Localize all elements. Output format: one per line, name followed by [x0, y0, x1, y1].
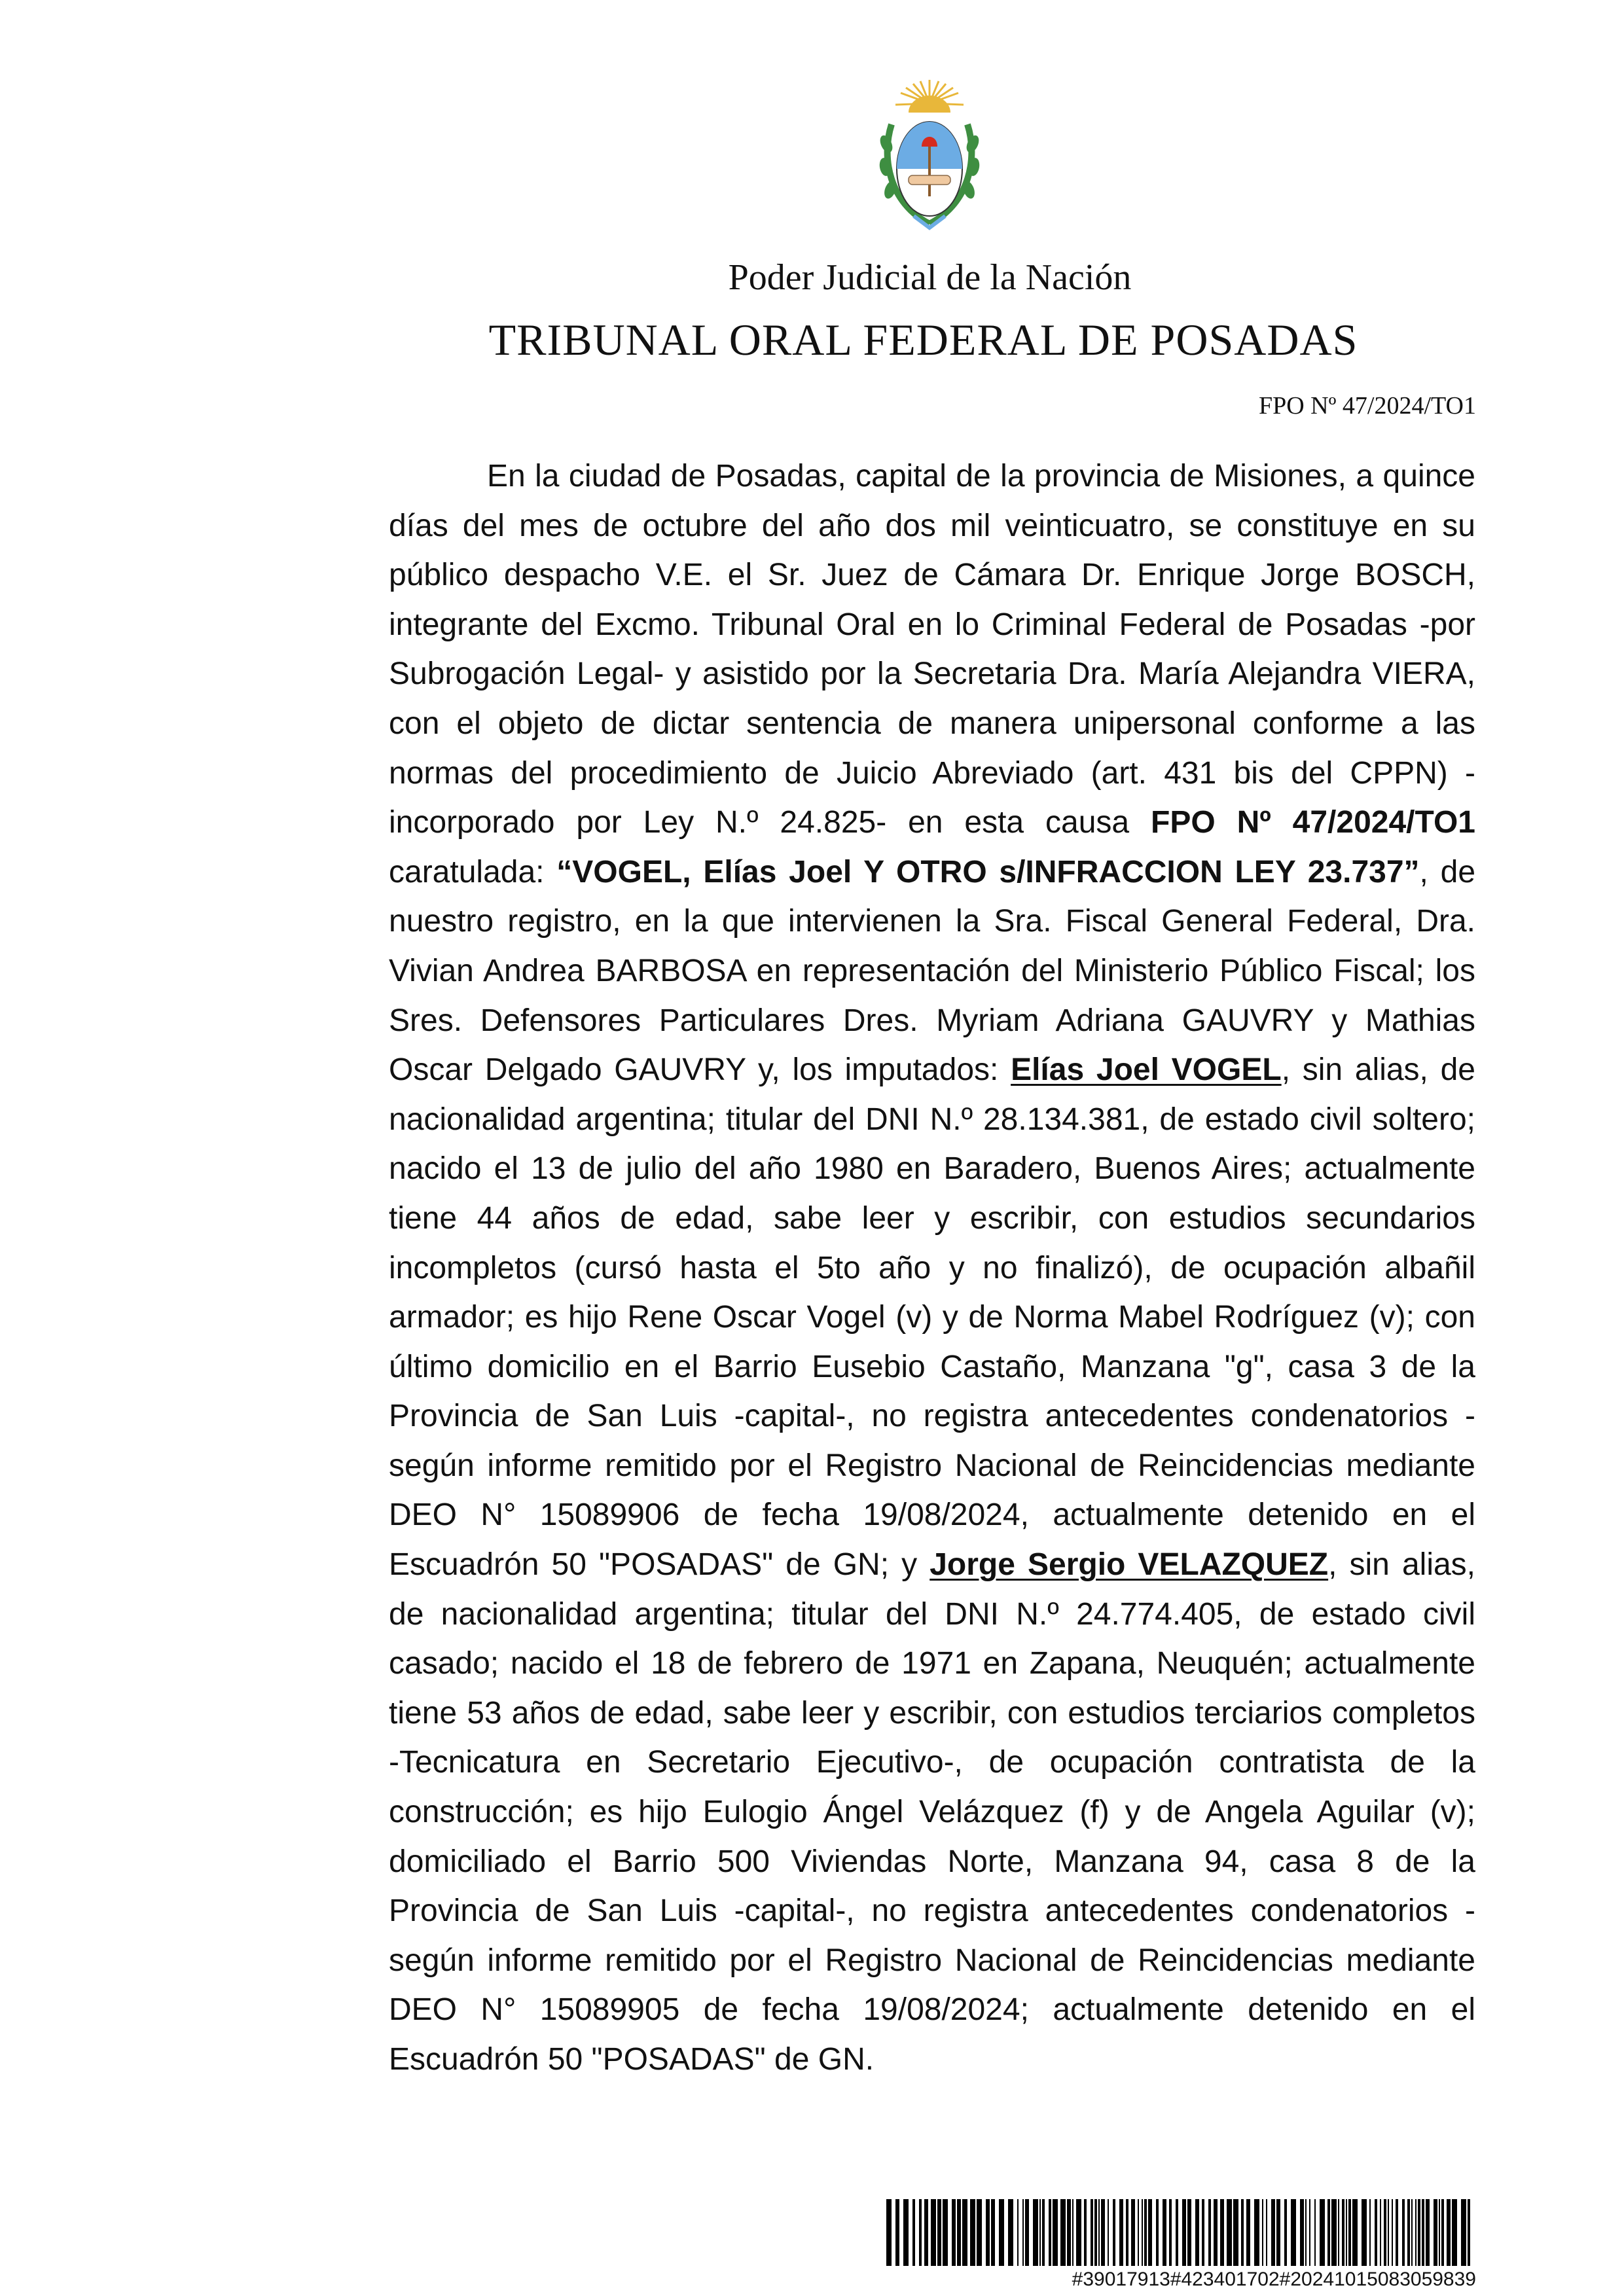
sun-of-may-icon — [895, 80, 964, 113]
barcode-bar — [1101, 2199, 1105, 2266]
barcode-bar — [924, 2199, 928, 2266]
barcode-bar — [952, 2199, 956, 2266]
barcode-bar — [1033, 2199, 1038, 2266]
barcode-bar — [1076, 2199, 1081, 2266]
barcode-bar — [1208, 2199, 1211, 2266]
barcode-bar — [931, 2199, 936, 2266]
barcode-bar — [1098, 2199, 1100, 2266]
barcode-bar — [1126, 2199, 1128, 2266]
barcode-bar — [1131, 2199, 1135, 2266]
case-number: FPO Nº 47/2024/TO1 — [1151, 805, 1475, 840]
barcode-bar — [1418, 2199, 1420, 2266]
court-title: TRIBUNAL ORAL FEDERAL DE POSADAS — [488, 315, 1358, 365]
barcode-bar — [1452, 2199, 1457, 2266]
barcode-bar — [1305, 2199, 1307, 2266]
barcode-bar — [1276, 2199, 1280, 2266]
barcode-bar — [1227, 2199, 1232, 2266]
barcode-bar — [1271, 2199, 1275, 2266]
barcode-bar — [1439, 2199, 1440, 2266]
barcode-bar — [1468, 2199, 1470, 2266]
barcode-bar — [977, 2199, 982, 2266]
barcode-bar — [1415, 2199, 1416, 2266]
barcode-bar — [1233, 2199, 1238, 2266]
barcode-bar — [970, 2199, 975, 2266]
barcode-bar — [1352, 2199, 1358, 2266]
barcode-bar — [886, 2199, 892, 2266]
barcode-bar — [999, 2199, 1004, 2266]
barcode-bar — [986, 2199, 990, 2266]
barcode-bar — [962, 2199, 967, 2266]
barcode-bar — [1108, 2199, 1109, 2266]
barcode-bar — [957, 2199, 961, 2266]
barcode-bar — [1072, 2199, 1074, 2266]
barcode-bar — [1284, 2199, 1287, 2266]
barcode-bar — [1176, 2199, 1178, 2266]
defendant-1-name: Elías Joel VOGEL — [1011, 1052, 1282, 1088]
barcode-bar — [1388, 2199, 1389, 2266]
barcode-number: #39017913#423401702#20241015083059839 — [1072, 2269, 1476, 2290]
barcode-bar — [1262, 2199, 1263, 2266]
barcode-bar — [1380, 2199, 1381, 2266]
barcode-bar — [1138, 2199, 1139, 2266]
barcode-bar — [1144, 2199, 1147, 2266]
barcode-bar — [991, 2199, 995, 2266]
document-body-paragraph — [389, 452, 1475, 2085]
barcode-bar — [1342, 2199, 1344, 2266]
barcode-bar — [1254, 2199, 1259, 2266]
barcode-bar — [1202, 2199, 1204, 2266]
barcode-bar — [1369, 2199, 1371, 2266]
barcode-bar — [1220, 2199, 1224, 2266]
barcode-bar — [1407, 2199, 1410, 2266]
defendant-2-name: Jorge Sergio VELAZQUEZ — [929, 1547, 1329, 1583]
barcode-bar — [1266, 2199, 1267, 2266]
barcode-bar — [1348, 2199, 1351, 2266]
coat-of-arms-icon — [877, 79, 982, 236]
barcode-bar — [1039, 2199, 1041, 2266]
barcode-bar — [1441, 2199, 1444, 2266]
barcode-bar — [1241, 2199, 1244, 2266]
barcode-bar — [1025, 2199, 1029, 2266]
barcode-bar — [1187, 2199, 1191, 2266]
barcode-bar — [1148, 2199, 1152, 2266]
barcode-bar — [1422, 2199, 1424, 2266]
barcode-bar — [1375, 2199, 1377, 2266]
case-title: “VOGEL, Elías Joel Y OTRO s/INFRACCION LEY 23.737” — [556, 854, 1420, 889]
barcode-bar — [1182, 2199, 1186, 2266]
barcode-bar — [1084, 2199, 1087, 2266]
body-text-3: , de nuestro registro, en la que intervienen la Sra. Fiscal General Federal, Dra. Vivian Andrea BARBOSA en representación del Ministerio Público Fiscal; los Sres. Defensores Particulares Dres. Myriam Adriana GAUVRY y Mathias Oscar Delgado GAUVRY y, los imputados: — [389, 854, 1476, 1088]
barcode-bar — [1049, 2199, 1051, 2266]
barcode-bar — [1402, 2199, 1405, 2266]
barcode-bar — [1169, 2199, 1172, 2266]
barcode-icon — [885, 2199, 1474, 2266]
barcode-bar — [1362, 2199, 1367, 2266]
barcode-bar — [1022, 2199, 1024, 2266]
barcode-bar — [1434, 2199, 1437, 2266]
barcode-bar — [1067, 2199, 1071, 2266]
file-reference: FPO Nº 47/2024/TO1 — [1258, 392, 1476, 420]
barcode-bar — [1411, 2199, 1413, 2266]
barcode-bar — [1396, 2199, 1398, 2266]
body-text-1: En la ciudad de Posadas, capital de la provincia de Misiones, a quince días del mes de octubre del año dos mil veinticuatro, se constituye en su público despacho V.E. el Sr. Juez de Cámara Dr. Enrique Jorge BOSCH, integrante del Excmo. Tribunal Oral en lo Criminal Federal de Posadas -por Subrogación Legal- y asistido por la Secretaria Dra. María Alejandra VIERA, con el objeto de dictar sentencia de manera unipersonal conforme a las normas del procedimiento de Juicio Abreviado (art. 431 bis del CPPN) -incorporado por Ley N.º 24.825- en esta causa — [389, 459, 1475, 840]
barcode-bar — [1119, 2199, 1123, 2266]
barcode-bar — [1008, 2199, 1013, 2266]
barcode-bar — [1426, 2199, 1430, 2266]
barcode-bar — [1091, 2199, 1093, 2266]
barcode-bar — [1113, 2199, 1115, 2266]
barcode-bar — [1346, 2199, 1347, 2266]
barcode-bar — [1300, 2199, 1304, 2266]
barcode-bar — [1309, 2199, 1310, 2266]
barcode-bar — [1053, 2199, 1058, 2266]
barcode-bar — [1246, 2199, 1250, 2266]
barcode-bar — [919, 2199, 922, 2266]
barcode-bar — [1017, 2199, 1019, 2266]
barcode-bar — [1214, 2199, 1218, 2266]
barcode-bar — [1042, 2199, 1045, 2266]
barcode-bar — [1392, 2199, 1393, 2266]
barcode-bar — [1338, 2199, 1339, 2266]
barcode-bar — [1314, 2199, 1316, 2266]
barcode-bar — [895, 2199, 899, 2266]
body-text-5: , sin alias, de nacionalidad argentina; titular del DNI N.º 24.774.405, de estado civil casado; nacido el 18 de febrero de 1971 en Zapana, Neuquén; actualmente tiene 53 años de edad, sabe leer y escribir, con estudios terciarios completos -Tecnicatura en Secretario Ejecutivo-, de ocupación contratista de la construcción; es hijo Eulogio Ángel Velázquez (f) y de Angela Aguilar (v); domiciliado el Barrio 500 Viviendas Norte, Manzana 94, casa 8 de la Provincia de San Luis -capital-, no registra antecedentes condenatorios -según informe remitido por el Registro Nacional de Reincidencias mediante DEO N° 15089905 de fecha 19/08/2024; actualmente detenido en el Escuadrón 50 "POSADAS" de GN. — [389, 1547, 1476, 2077]
barcode-bar — [937, 2199, 941, 2266]
barcode-bar — [903, 2199, 909, 2266]
barcode-bar — [1461, 2199, 1466, 2266]
barcode-bar — [912, 2199, 915, 2266]
barcode-bar — [1291, 2199, 1296, 2266]
barcode-bar — [943, 2199, 948, 2266]
body-text-2: caratulada: — [389, 854, 557, 889]
barcode-bar — [1142, 2199, 1143, 2266]
barcode-bar — [1156, 2199, 1159, 2266]
barcode-bar — [1195, 2199, 1199, 2266]
body-text-4: , sin alias, de nacionalidad argentina; titular del DNI N.º 28.134.381, de estado civil soltero; nacido el 13 de julio del año 1980 en Baradero, Buenos Aires; actualmente tiene 44 años de edad, sabe leer y escribir, con estudios secundarios incompletos (cursó hasta el 5to año y no finalizó), de ocupación albañil armador; es hijo Rene Oscar Vogel (v) y de Norma Mabel Rodríguez (v); con último domicilio en el Barrio Eusebio Castaño, Manzana "g", casa 3 de la Provincia de San Luis -capital-, no registra antecedentes condenatorios -según informe remitido por el Registro Nacional de Reincidencias mediante DEO N° 15089906 de fecha 19/08/2024, actualmente detenido en el Escuadrón 50 "POSADAS" de GN; y — [389, 1052, 1475, 1583]
institution-title: Poder Judicial de la Nación — [728, 257, 1132, 298]
barcode-bar — [1384, 2199, 1386, 2266]
barcode-bar — [1320, 2199, 1325, 2266]
barcode-bar — [1060, 2199, 1066, 2266]
barcode-bar — [1331, 2199, 1337, 2266]
barcode-bar — [1327, 2199, 1330, 2266]
barcode-bar — [1094, 2199, 1097, 2266]
barcode-bar — [1163, 2199, 1166, 2266]
barcode-bar — [1447, 2199, 1451, 2266]
